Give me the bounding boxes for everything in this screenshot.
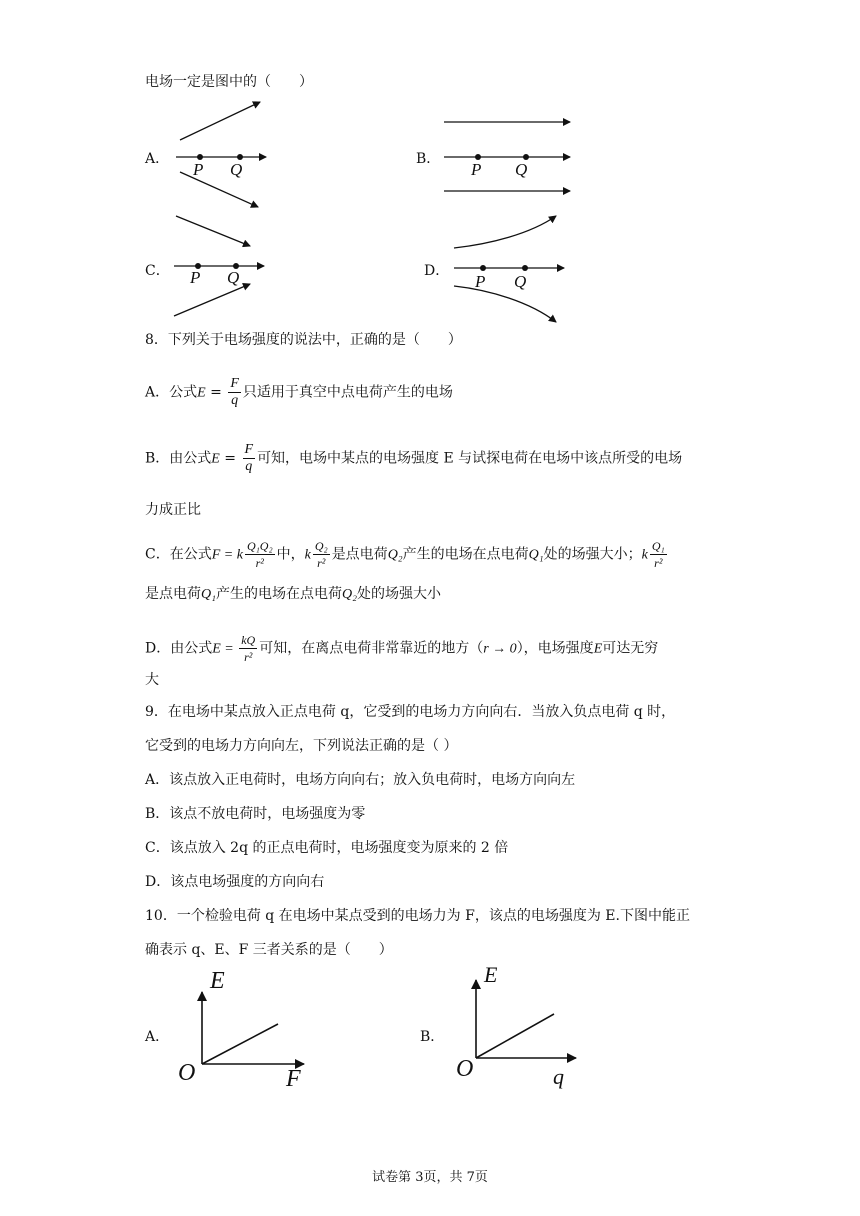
q8-option-c-continued: 是点电荷Q₁产生的电场在点电荷Q₂处的场强大小 — [145, 586, 441, 602]
q8-option-d: D．由公式E = $\frac{kQ}{\text{r²}}$ 可知，在离点电荷非常靠近的地方（r → 0），电场强度E可达无穷 — [145, 633, 659, 664]
q8-c-field-fraction-1: $\frac{\text{Q₂}}{\text{r²}}$ — [314, 539, 328, 570]
q10-graph-b — [472, 978, 592, 1062]
q10-b-origin-label: O — [456, 1056, 474, 1082]
q8-option-b: B．由公式E = $\frac{F}{q}$ 可知，电场中某点的电场强度 E 与试探电荷在电场中该点所受的电场 — [145, 442, 683, 474]
q7-b-point-p: P — [471, 160, 482, 179]
q8-c-field-fraction-2: $\frac{\text{Q₁}}{\text{r²}}$ — [651, 539, 665, 570]
q9-stem-line2: 它受到的电场力方向向左，下列说法正确的是（ ） — [145, 738, 458, 754]
q10-graph-a — [198, 990, 318, 1070]
q7-figure-d — [450, 210, 570, 330]
q8-option-d-continued: 大 — [145, 672, 159, 688]
q7-d-point-p: P — [475, 272, 486, 291]
q10-option-b-label: B． — [420, 1029, 445, 1045]
q9-option-b: B．该点不放电荷时，电场强度为零 — [145, 806, 366, 822]
q7-figure-b — [440, 112, 580, 202]
q7-c-point-q: Q — [227, 268, 240, 287]
q7-stem: 电场一定是图中的（ ） — [145, 74, 313, 90]
q9-option-a: A．该点放入正电荷时，电场方向向右；放入负电荷时，电场方向向左 — [145, 772, 576, 788]
page-footer: 试卷第 3页，共 7页 — [372, 1170, 488, 1185]
q8-b-fraction: $\frac{F}{q}$ — [244, 442, 254, 474]
q9-option-d: D．该点电场强度的方向向右 — [145, 874, 325, 890]
q10-stem-line1: 10．一个检验电荷 q 在电场中某点受到的电场力为 F，该点的电场强度为 E.下图中能正 — [145, 908, 690, 924]
q7-option-d-label: D． — [424, 263, 450, 279]
q7-figure-a — [170, 100, 280, 210]
q7-option-a-label: A． — [145, 151, 170, 167]
q8-option-a: A．公式E = $\frac{F}{q}$ 只适用于真空中点电荷产生的电场 — [145, 376, 453, 408]
q8-d-fraction: $\frac{kQ}{\text{r²}}$ — [241, 633, 256, 664]
q7-a-point-p: P — [193, 160, 204, 179]
q8-a-fraction: $\frac{F}{q}$ — [230, 376, 239, 408]
q10-a-y-axis-label: E — [210, 968, 225, 994]
q8-stem: 8．下列关于电场强度的说法中，正确的是（ ） — [145, 332, 462, 348]
q9-stem-line1: 9．在电场中某点放入正点电荷 q，它受到的电场力方向向右．当放入负点电荷 q 时， — [145, 704, 676, 720]
q10-stem-line2: 确表示 q、E、F 三者关系的是（ ） — [145, 942, 393, 958]
q7-d-point-q: Q — [514, 272, 527, 291]
q7-c-point-p: P — [190, 268, 201, 287]
q7-a-point-q: Q — [230, 160, 243, 179]
q7-option-c-label: C． — [145, 263, 170, 279]
q7-figure-c — [170, 212, 280, 322]
q7-option-b-label: B． — [416, 151, 441, 167]
q8-option-b-continued: 力成正比 — [145, 502, 201, 518]
q9-option-c: C．该点放入 2q 的正点电荷时，电场强度变为原来的 2 倍 — [145, 840, 509, 856]
q8-option-c: C．在公式F = k $\frac{\text{Q₁Q₂}}{\text{r²}}$ 中，k $\frac{\text{Q₂}}{\text{r²}}$ 是点电荷Q₂产生的电场在点电荷Q₁处的场强大小；k $\frac{\text{Q₁}}{\text{r²}}$ — [145, 539, 665, 570]
q10-b-x-axis-label: q — [553, 1064, 564, 1089]
q10-option-a-label: A． — [145, 1029, 170, 1045]
q7-b-point-q: Q — [515, 160, 528, 179]
q10-b-y-axis-label: E — [484, 962, 498, 987]
q10-a-x-axis-label: F — [286, 1066, 301, 1092]
q10-a-origin-label: O — [178, 1060, 196, 1086]
q8-c-coulomb-fraction: $\frac{\text{Q₁Q₂}}{\text{r²}}$ — [246, 539, 273, 570]
